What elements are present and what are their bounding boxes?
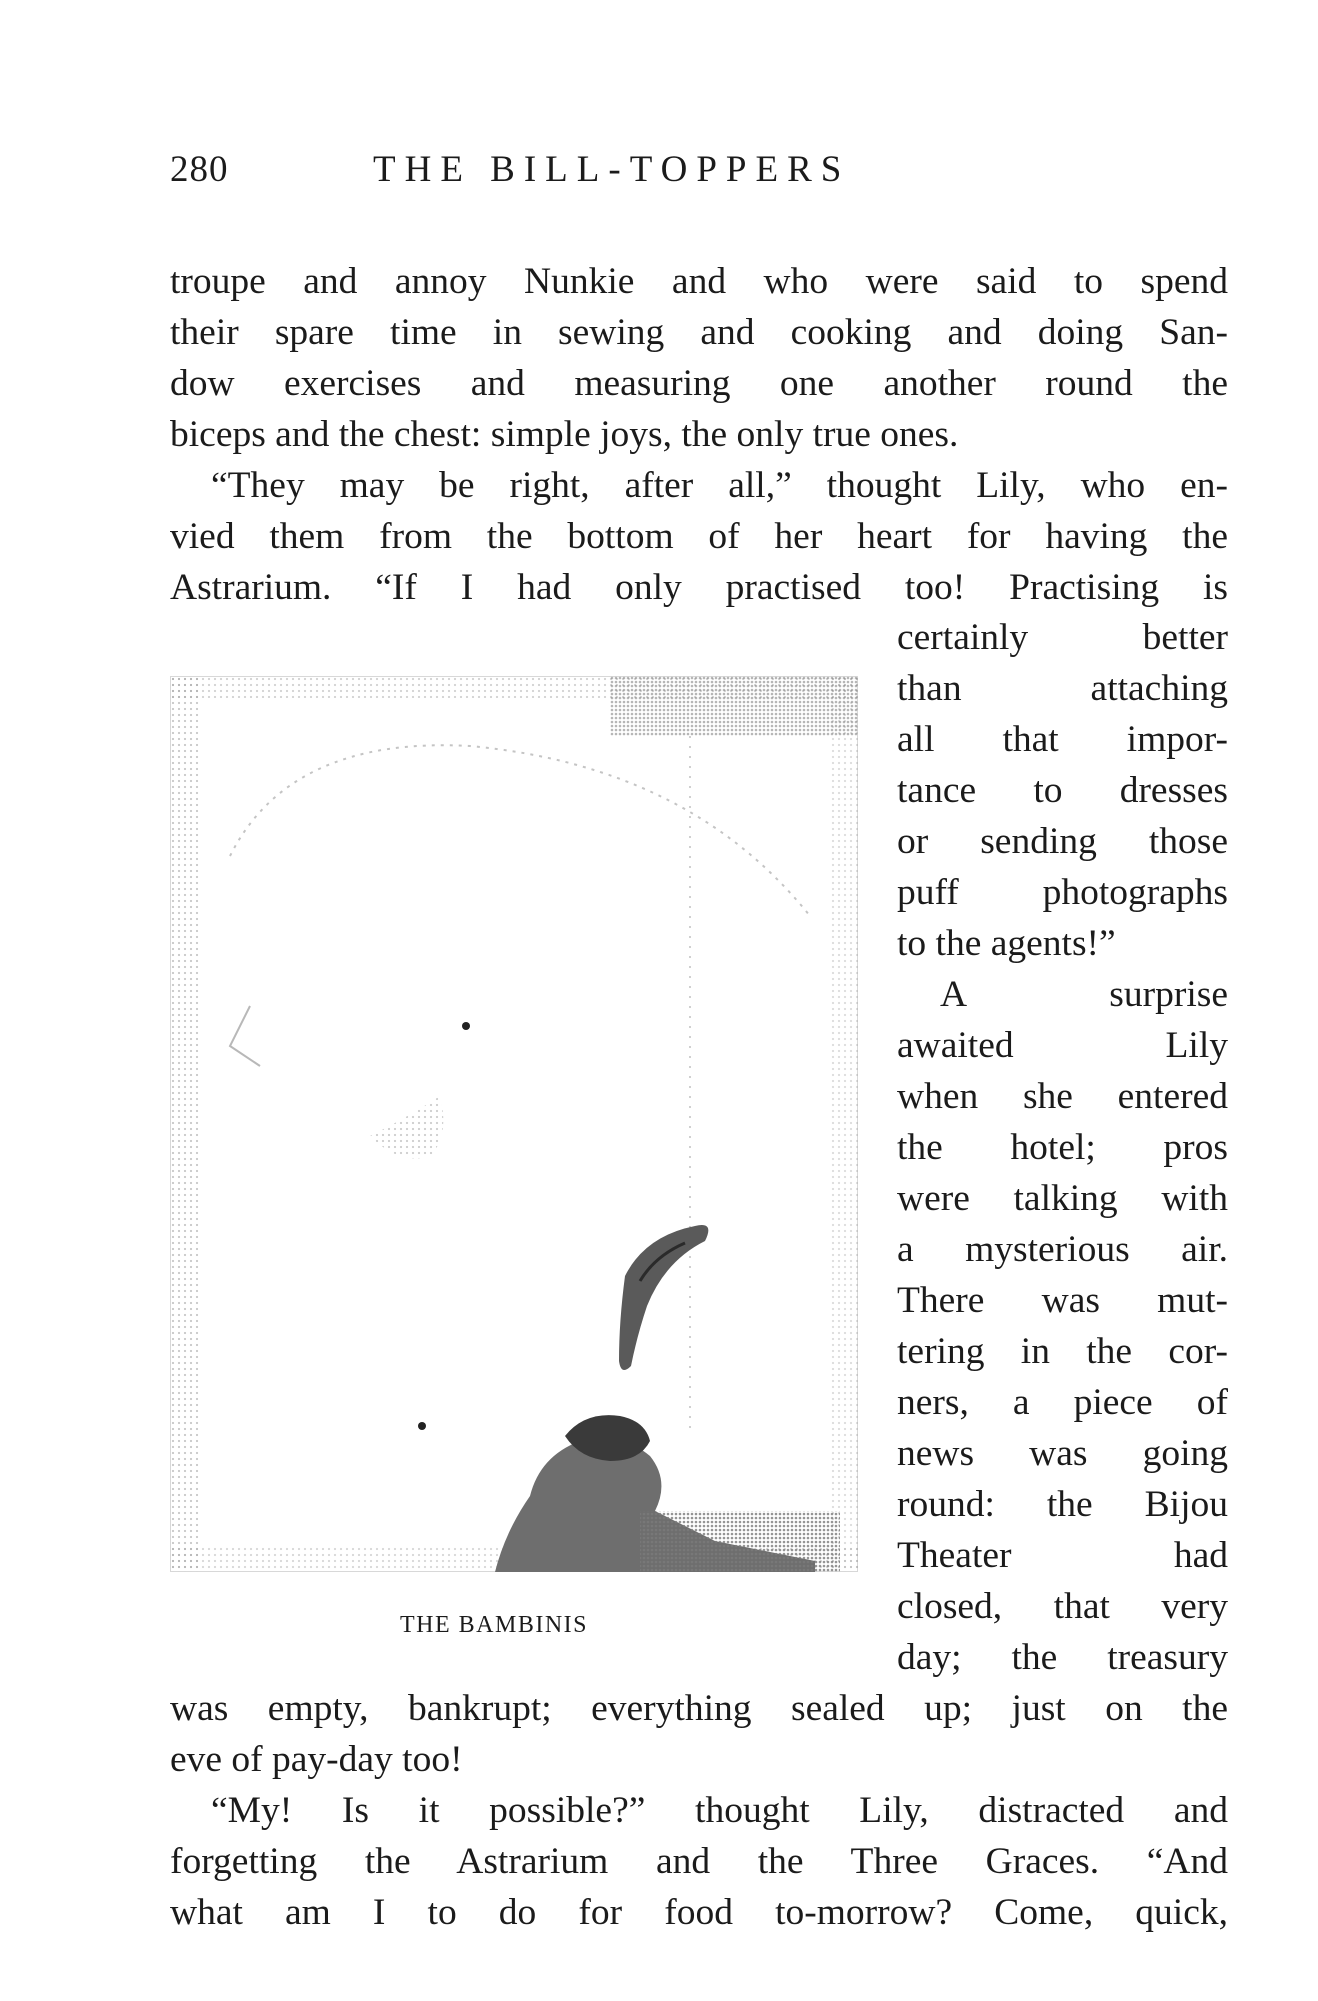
text-line: vied them from the bottom of her heart for having the xyxy=(170,516,1228,557)
text-line: troupe and annoy Nunkie and who were said to spend xyxy=(170,261,1228,302)
text-line: or sending those xyxy=(897,821,1228,862)
text-line: There was mut- xyxy=(897,1280,1228,1321)
text-line: closed, that very xyxy=(897,1586,1228,1627)
text-line: forgetting the Astrarium and the Three Graces. “And xyxy=(170,1841,1228,1882)
text-line: “My! Is it possible?” thought Lily, distracted and xyxy=(211,1790,1228,1831)
text-line: biceps and the chest: simple joys, the only true ones. xyxy=(170,414,959,455)
text-line: to the agents!” xyxy=(897,923,1116,964)
text-line: news was going xyxy=(897,1433,1228,1474)
text-line: eve of pay-day too! xyxy=(170,1739,463,1780)
text-line: Theater had xyxy=(897,1535,1228,1576)
text-line: awaited Lily xyxy=(897,1025,1228,1066)
text-line: puff photographs xyxy=(897,872,1228,913)
text-line: tering in the cor- xyxy=(897,1331,1228,1372)
figure-caption: THE BAMBINIS xyxy=(400,1612,589,1638)
text-line: when she entered xyxy=(897,1076,1228,1117)
page-header xyxy=(170,148,1230,208)
text-line: tance to dresses xyxy=(897,770,1228,811)
text-line: round: the Bijou xyxy=(897,1484,1228,1525)
text-line: A surprise xyxy=(940,974,1228,1015)
bambinis-illustration xyxy=(170,676,858,1572)
text-line: than attaching xyxy=(897,668,1228,709)
text-line: a mysterious air. xyxy=(897,1229,1228,1270)
text-line: Astrarium. “If I had only practised too! Practising is xyxy=(170,567,1228,608)
text-line: were talking with xyxy=(897,1178,1228,1219)
text-line: what am I to do for food to-morrow? Come, quick, xyxy=(170,1892,1228,1933)
text-line: all that impor- xyxy=(897,719,1228,760)
running-title: THE BILL-TOPPERS xyxy=(373,149,851,190)
page-number: 280 xyxy=(170,149,229,190)
text-line: “They may be right, after all,” thought Lily, who en- xyxy=(211,465,1228,506)
text-line: the hotel; pros xyxy=(897,1127,1228,1168)
text-line: ners, a piece of xyxy=(897,1382,1228,1423)
text-line: day; the treasury xyxy=(897,1637,1228,1678)
text-line: their spare time in sewing and cooking and doing San- xyxy=(170,312,1228,353)
text-line: was empty, bankrupt; everything sealed up; just on the xyxy=(170,1688,1228,1729)
text-line: dow exercises and measuring one another round the xyxy=(170,363,1228,404)
text-line: certainly better xyxy=(897,617,1228,658)
